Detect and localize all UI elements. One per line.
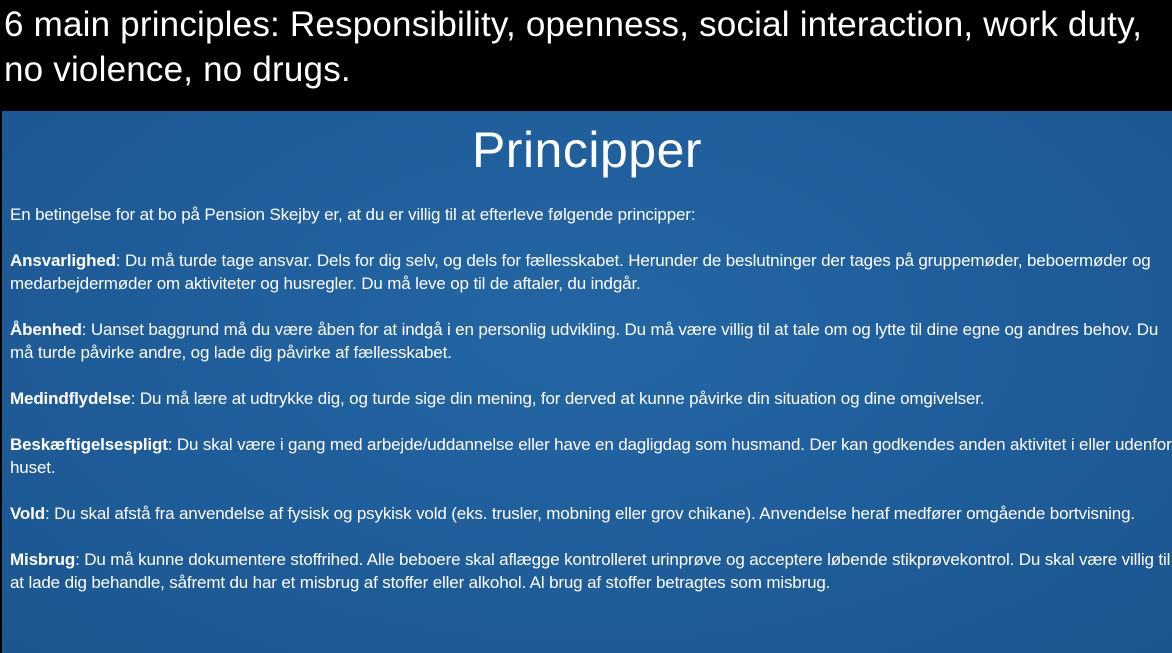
principle-text: : Du må lære at udtrykke dig, og turde sige din mening, for derved at kunne påvirke din situation og dine omgivelser.	[130, 389, 985, 408]
slide	[2, 111, 1172, 653]
principle-text: : Du må kunne dokumentere stoffrihed. Alle beboere skal aflægge kontrolleret urinprøve og acceptere løbende stikprøvekontrol. Du skal være villig til at lade dig behandle, såfremt du har et misbrug af stoffer eller alkohol. Al brug af stoffer betragtes som misbrug.	[10, 550, 1171, 592]
principle-text: : Uanset baggrund må du være åben for at indgå i en personlig udvikling. Du må være villig til at tale om og lytte til dine egne og andres behov. Du må turde påvirke andre, og lade dig påvirke af fællesskabet.	[10, 320, 1159, 362]
principle-term: Misbrug	[10, 550, 76, 569]
principle-term: Ansvarlighed	[10, 251, 116, 270]
slide-intro: En betingelse for at bo på Pension Skejby er, at du er villig til at efterleve følgende principper:	[10, 205, 696, 224]
caption-text: 6 main principles: Responsibility, openness, social interaction, work duty, no violence, no drugs.	[4, 5, 1143, 89]
principle-term: Medindflydelse	[10, 389, 131, 408]
principle-misbrug	[10, 548, 1172, 594]
principle-text: : Du skal afstå fra anvendelse af fysisk og psykisk vold (eks. trusler, mobning eller grov chikane). Anvendelse heraf medfører omgående bortvisning.	[44, 504, 1135, 523]
principle-text: : Du må turde tage ansvar. Dels for dig selv, og dels for fællesskabet. Herunder de beslutninger der tages på gruppemøder, beboermøder og medarbejdermøder om aktiviteter og husregler. Du må leve op til de aftaler, du indgår.	[10, 251, 1151, 293]
slide-title: Principper	[471, 122, 703, 178]
principle-vold	[10, 502, 1172, 525]
principle-term: Beskæftigelsespligt	[10, 435, 168, 454]
principle-beskaeftigelsespligt	[10, 433, 1172, 479]
principle-ansvarlighed	[10, 249, 1172, 295]
principle-term: Vold	[10, 504, 45, 523]
principle-text: : Du skal være i gang med arbejde/uddannelse eller have en dagligdag som husmand. Der kan godkendes anden aktivitet i eller udenfor huset.	[10, 435, 1172, 477]
principle-medindflydelse	[10, 387, 1172, 410]
slide-content	[10, 203, 1172, 617]
principle-aabenhed	[10, 318, 1172, 364]
principle-term: Åbenhed	[10, 320, 82, 339]
